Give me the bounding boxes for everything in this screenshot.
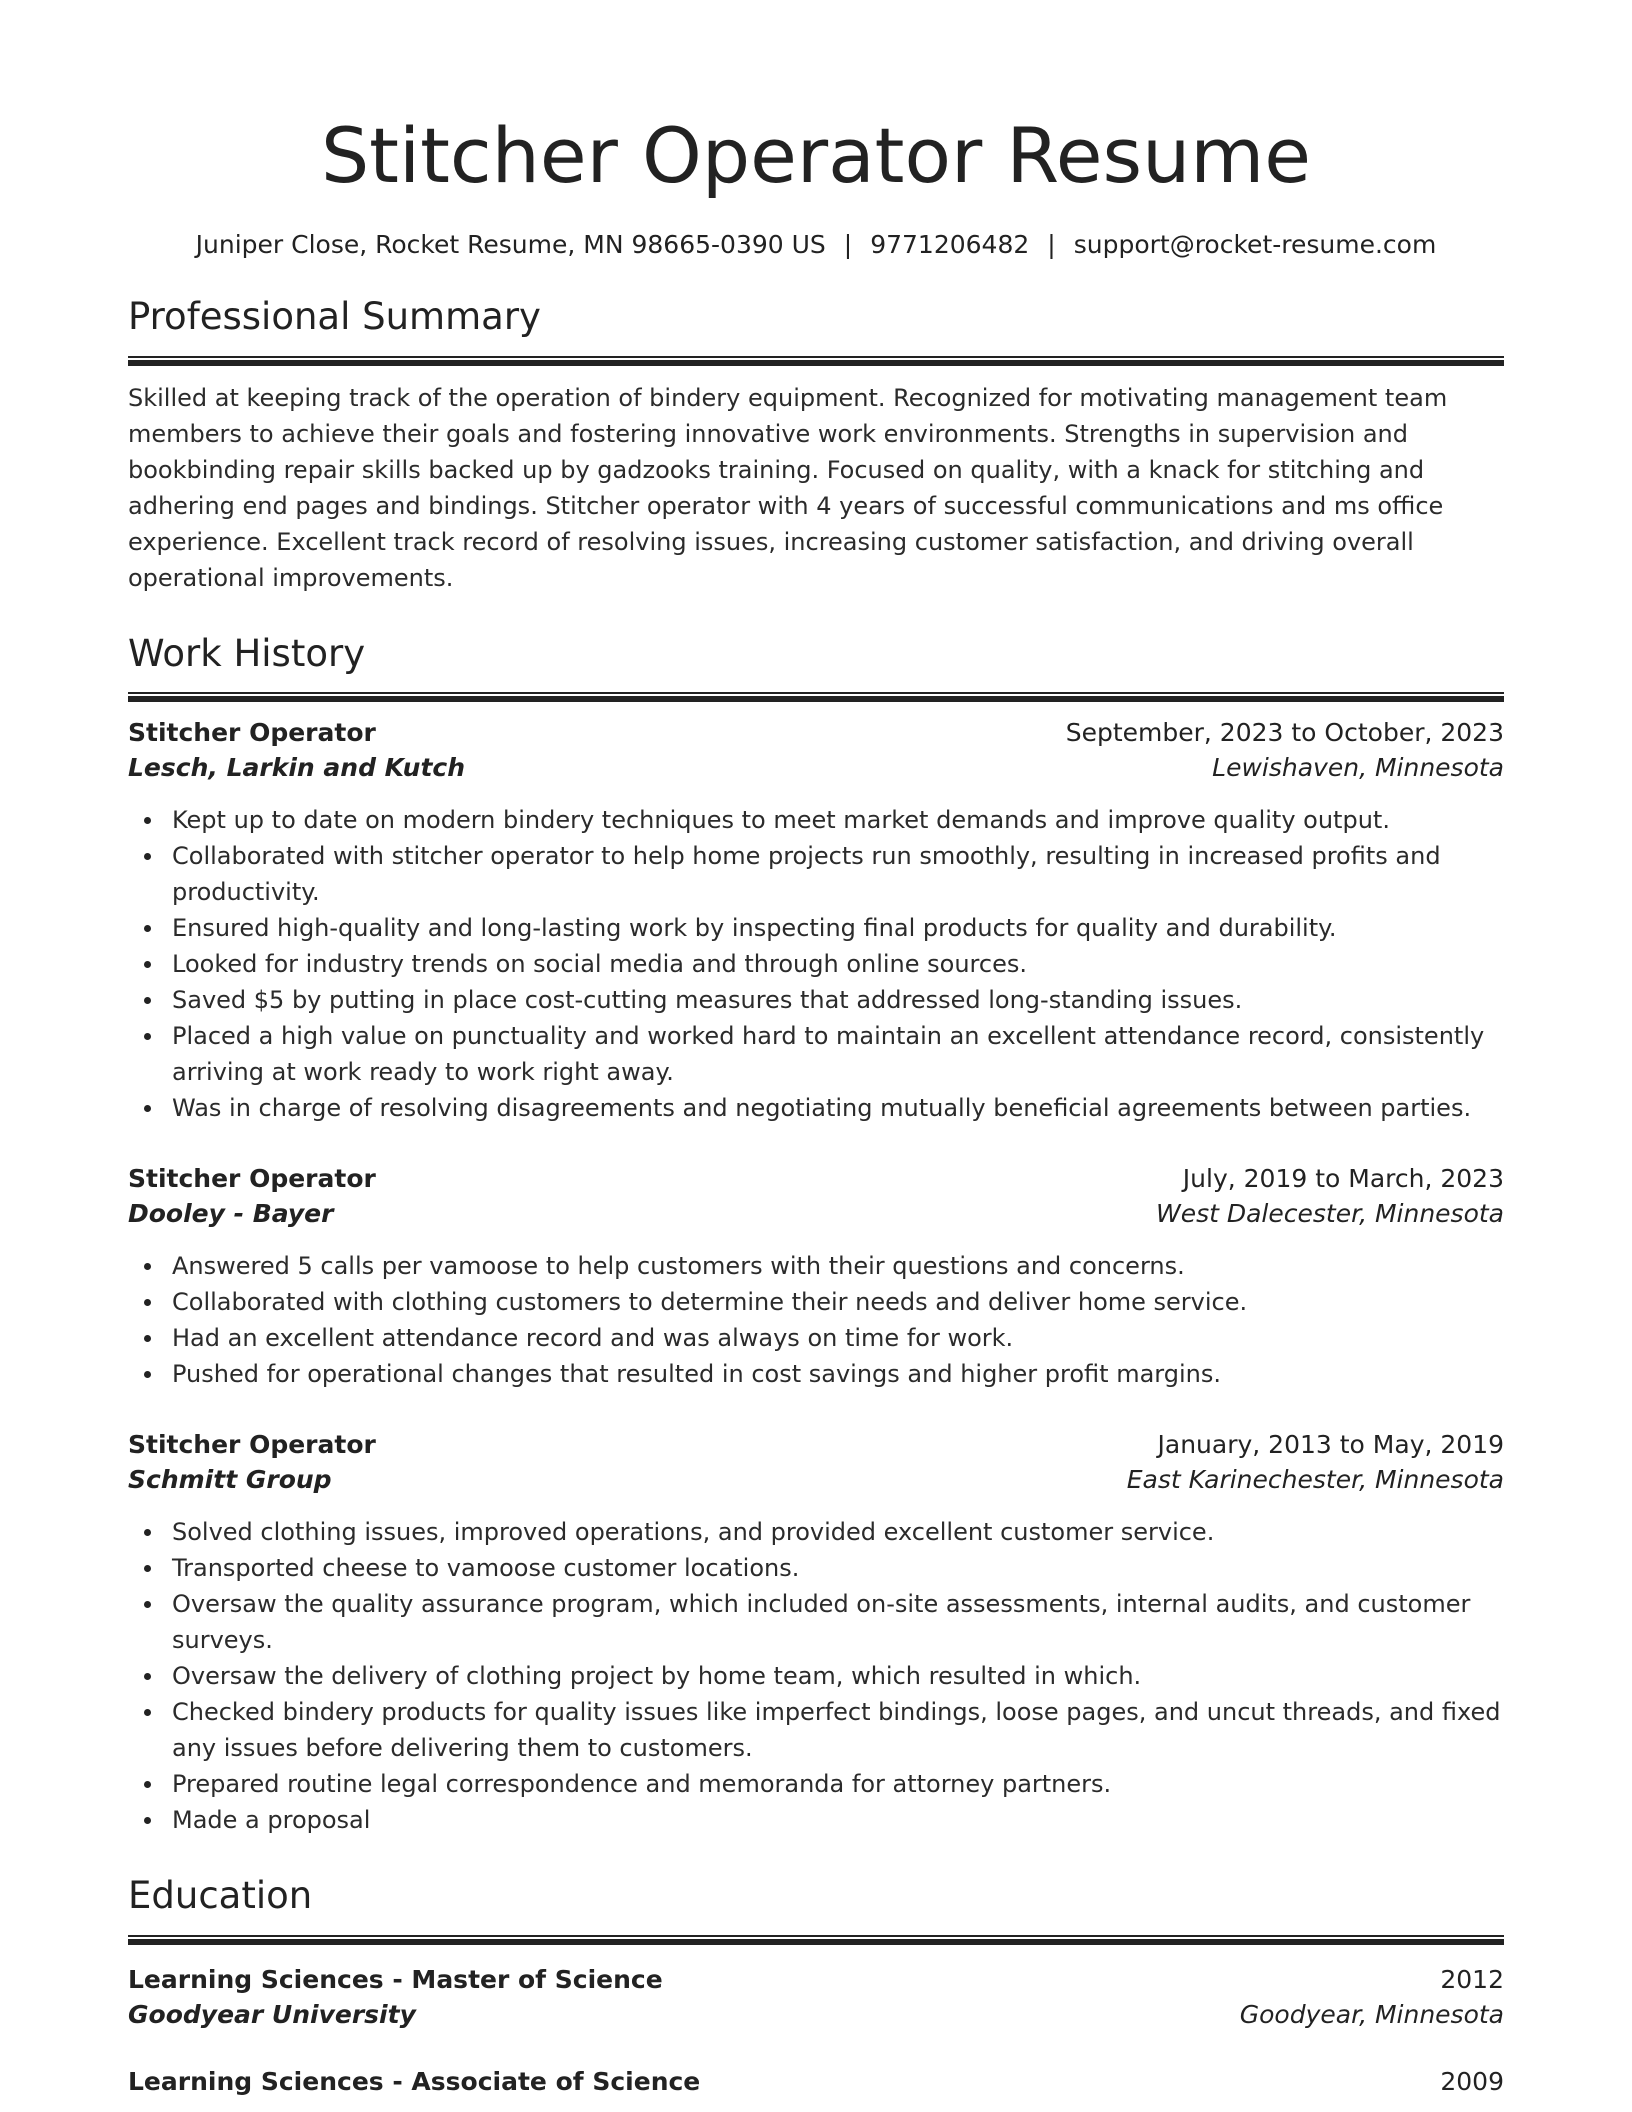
education-year: 2009: [1440, 2067, 1504, 2097]
job-bullets: [128, 1514, 1504, 1838]
job-entry: [128, 1430, 1504, 1838]
job-bullet: Transported cheese to vamoose customer locations.: [128, 1550, 1504, 1586]
job-bullet: Prepared routine legal correspondence and memoranda for attorney partners.: [128, 1766, 1504, 1802]
education-location: Goodyear, Minnesota: [1239, 2000, 1504, 2030]
job-role: Stitcher Operator: [128, 718, 376, 748]
resume-title: Stitcher Operator Resume: [320, 111, 1312, 200]
job-location: East Karinechester, Minnesota: [1126, 1465, 1504, 1495]
education-entry: [128, 1965, 1504, 2029]
contact-line: [128, 230, 1504, 259]
job-dates: September, 2023 to October, 2023: [1065, 718, 1504, 748]
job-bullet: Ensured high-quality and long-lasting work by inspecting final products for quality and durability.: [128, 910, 1504, 946]
job-bullet: Checked bindery products for quality issues like imperfect bindings, loose pages, and uncut threads, and fixed any issues before delivering them to customers.: [128, 1694, 1504, 1766]
contact-email: support@rocket-resume.com: [1073, 230, 1437, 259]
job-bullets: [128, 1248, 1504, 1392]
job-entry: [128, 1164, 1504, 1392]
job-bullet: Looked for industry trends on social media and through online sources.: [128, 946, 1504, 982]
job-bullets: [128, 802, 1504, 1126]
job-bullet: Placed a high value on punctuality and worked hard to maintain an excellent attendance record, consistently arriving at work ready to work right away.: [128, 1018, 1504, 1090]
contact-phone: 9771206482: [870, 230, 1030, 259]
job-employer: Schmitt Group: [128, 1465, 332, 1495]
job-bullet: Kept up to date on modern bindery techniques to meet market demands and improve quality output.: [128, 802, 1504, 838]
education-degree: Learning Sciences - Associate of Science: [128, 2067, 701, 2097]
education-year: 2012: [1440, 1965, 1504, 1995]
job-bullet: Collaborated with clothing customers to determine their needs and deliver home service.: [128, 1284, 1504, 1320]
job-bullet: Solved clothing issues, improved operations, and provided excellent customer service.: [128, 1514, 1504, 1550]
resume-page: [128, 111, 1504, 2097]
job-bullet: Collaborated with stitcher operator to help home projects run smoothly, resulting in increased profits and productivity.: [128, 838, 1504, 910]
summary-text: Skilled at keeping track of the operation of bindery equipment. Recognized for motivating management team members to achieve their goals and fostering innovative work environments. Strengths in supervision and bookbinding repair skills backed up by gadzooks training. Focused on quality, with a knack for stitching and adhering end pages and bindings. Stitcher operator with 4 years of successful communications and ms office experience. Excellent track record of resolving issues, increasing customer satisfaction, and driving overall operational improvements.: [128, 383, 1448, 592]
job-bullet: Pushed for operational changes that resulted in cost savings and higher profit margins.: [128, 1356, 1504, 1392]
job-bullet: Made a proposal: [128, 1802, 1504, 1838]
contact-separator: |: [1047, 230, 1056, 259]
job-bullet: Had an excellent attendance record and was always on time for work.: [128, 1320, 1504, 1356]
education-entry: [128, 2067, 1504, 2096]
section-divider: [128, 1935, 1504, 1945]
contact-address: Juniper Close, Rocket Resume, MN 98665-0390 US: [195, 230, 826, 259]
job-location: West Dalecester, Minnesota: [1155, 1199, 1504, 1229]
education-heading: Education: [128, 1874, 313, 1918]
job-entry: [128, 718, 1504, 1126]
job-role: Stitcher Operator: [128, 1164, 376, 1194]
contact-separator: |: [843, 230, 853, 259]
section-divider: [128, 356, 1504, 366]
job-role: Stitcher Operator: [128, 1430, 376, 1460]
job-bullet: Oversaw the quality assurance program, which included on-site assessments, internal audits, and customer surveys.: [128, 1586, 1504, 1658]
job-dates: July, 2019 to March, 2023: [1182, 1164, 1504, 1194]
job-employer: Lesch, Larkin and Kutch: [128, 753, 466, 783]
section-divider: [128, 692, 1504, 702]
job-bullet: Was in charge of resolving disagreements and negotiating mutually beneficial agreements between parties.: [128, 1090, 1504, 1126]
job-bullet: Saved $5 by putting in place cost-cutting measures that addressed long-standing issues.: [128, 982, 1504, 1018]
job-dates: January, 2013 to May, 2019: [1157, 1430, 1504, 1460]
job-employer: Dooley - Bayer: [128, 1199, 334, 1229]
job-location: Lewishaven, Minnesota: [1212, 753, 1504, 783]
work-history-heading: Work History: [128, 631, 366, 675]
education-school: Goodyear University: [128, 2000, 416, 2030]
summary-heading: Professional Summary: [128, 295, 541, 338]
job-bullet: Answered 5 calls per vamoose to help customers with their questions and concerns.: [128, 1248, 1504, 1284]
job-bullet: Oversaw the delivery of clothing project by home team, which resulted in which.: [128, 1658, 1504, 1694]
education-degree: Learning Sciences - Master of Science: [128, 1965, 663, 1995]
